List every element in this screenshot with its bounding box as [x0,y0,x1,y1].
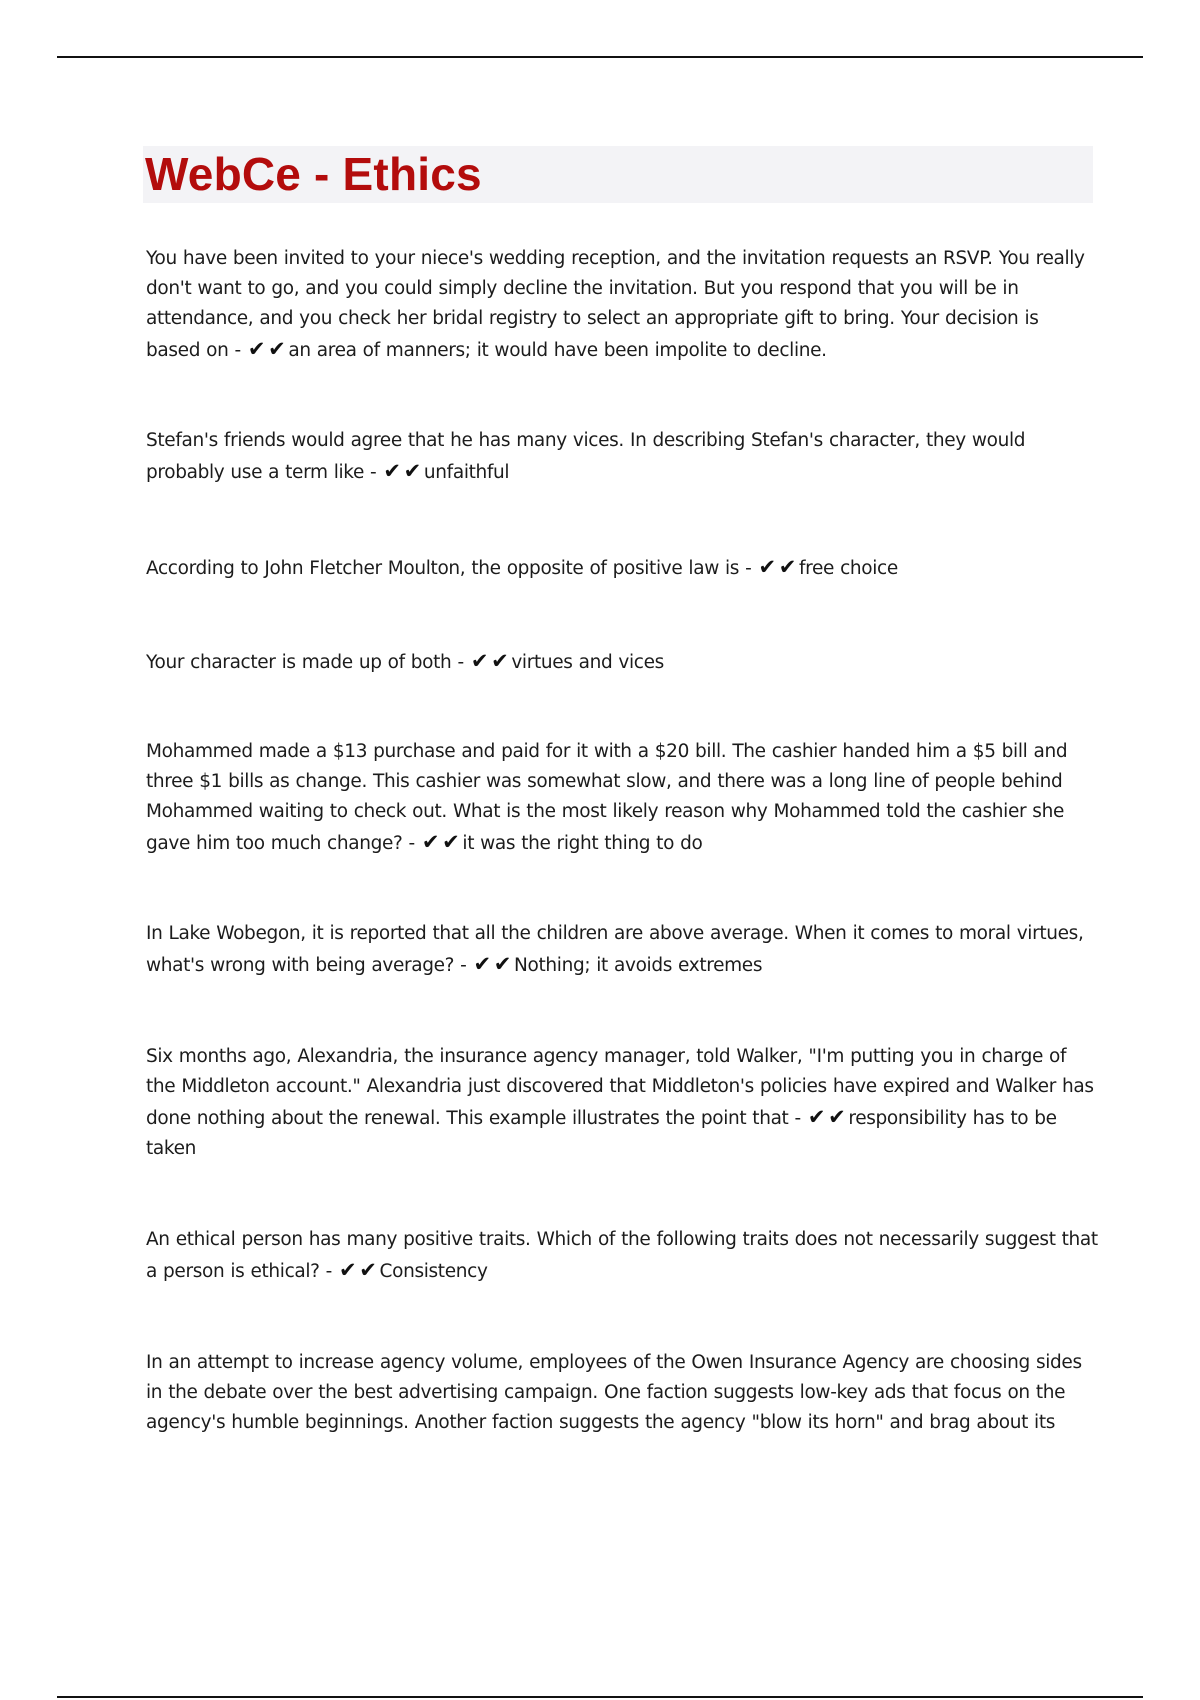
question-text: According to John Fletcher Moulton, the opposite of positive law is [146,558,740,579]
check-icon: ✔ [403,459,421,483]
question-text: Your character is made up of both [146,652,452,673]
qa-item-7 [146,1042,1098,1164]
check-icon: ✔ [758,555,776,579]
answer-text: responsibility has to be taken [146,1108,1057,1159]
check-icon: ✔ [473,952,491,976]
question-text: Mohammed made a $13 purchase and paid for it with a $20 bill. The cashier handed him a $5 bill and three $1 bills as change. This cashier was somewhat slow, and there was a long line of people behind Mohammed waiting to check out. What is the most likely reason why Mohammed told the cashier she gave him too much change? [146,741,1068,854]
question-text: You have been invited to your niece's wedding reception, and the invitation requests an RSVP. You really don't want to go, and you could simply decline the invitation. But you respond that you will be in attendance, and you check her bridal registry to select an appropriate gift to bring. Your decision is based on [146,248,1085,361]
qa-item-2 [146,426,1098,488]
page-bottom-rule [57,1696,1143,1698]
check-icon: ✔ [491,649,509,673]
separator: - [228,340,247,361]
qa-item-5 [146,737,1098,859]
qa-item-3 [146,552,1098,584]
separator: - [454,955,473,976]
check-icon: ✔ [421,830,440,854]
qa-item-9 [146,1348,1098,1438]
qa-item-4 [146,646,1098,678]
document-title: WebCe - Ethics [145,148,482,200]
question-text: In an attempt to increase agency volume, employees of the Owen Insurance Agency are choosing sides in the debate over the best advertising campaign. One faction suggests low-key ads that focus on the agency's humble beginnings. Another faction suggests the agency "blow its horn" and brag about its [146,1352,1082,1433]
check-icon: ✔ [268,337,286,361]
page-top-rule [57,56,1143,58]
separator: - [788,1108,807,1129]
check-icon: ✔ [359,1258,377,1282]
answer-text: unfaithful [423,462,510,483]
answer-text: an area of manners; it would have been impolite to decline. [288,340,827,361]
answer-text: Nothing; it avoids extremes [514,955,763,976]
answer-text: it was the right thing to do [462,833,703,854]
question-text: An ethical person has many positive traits. Which of the following traits does not necessarily suggest that a person is ethical? [146,1229,1098,1282]
check-icon: ✔ [807,1105,826,1129]
separator: - [319,1261,339,1282]
qa-item-6 [146,919,1098,981]
qa-item-8 [146,1225,1098,1287]
answer-text: Consistency [379,1261,488,1282]
check-icon: ✔ [828,1105,846,1129]
title-banner [143,146,1093,203]
separator: - [739,558,758,579]
separator: - [402,833,421,854]
question-text: Six months ago, Alexandria, the insurance agency manager, told Walker, "I'm putting you in charge of the Middleton account." Alexandria just discovered that Middleton's policies have expired and Walker has done nothing about the renewal. This example illustrates the point that [146,1046,1094,1129]
check-icon: ✔ [470,649,489,673]
question-text: In Lake Wobegon, it is reported that all the children are above average. When it comes to moral virtues, what's wrong with being average? [146,923,1084,976]
separator: - [451,652,470,673]
question-text: Stefan's friends would agree that he has many vices. In describing Stefan's character, they would probably use a term like [146,430,1026,483]
check-icon: ✔ [247,337,266,361]
check-icon: ✔ [493,952,512,976]
check-icon: ✔ [339,1258,357,1282]
check-icon: ✔ [383,459,401,483]
check-icon: ✔ [442,830,460,854]
qa-item-1 [146,244,1098,366]
separator: - [364,462,383,483]
check-icon: ✔ [778,555,796,579]
answer-text: virtues and vices [511,652,664,673]
answer-text: free choice [798,558,898,579]
